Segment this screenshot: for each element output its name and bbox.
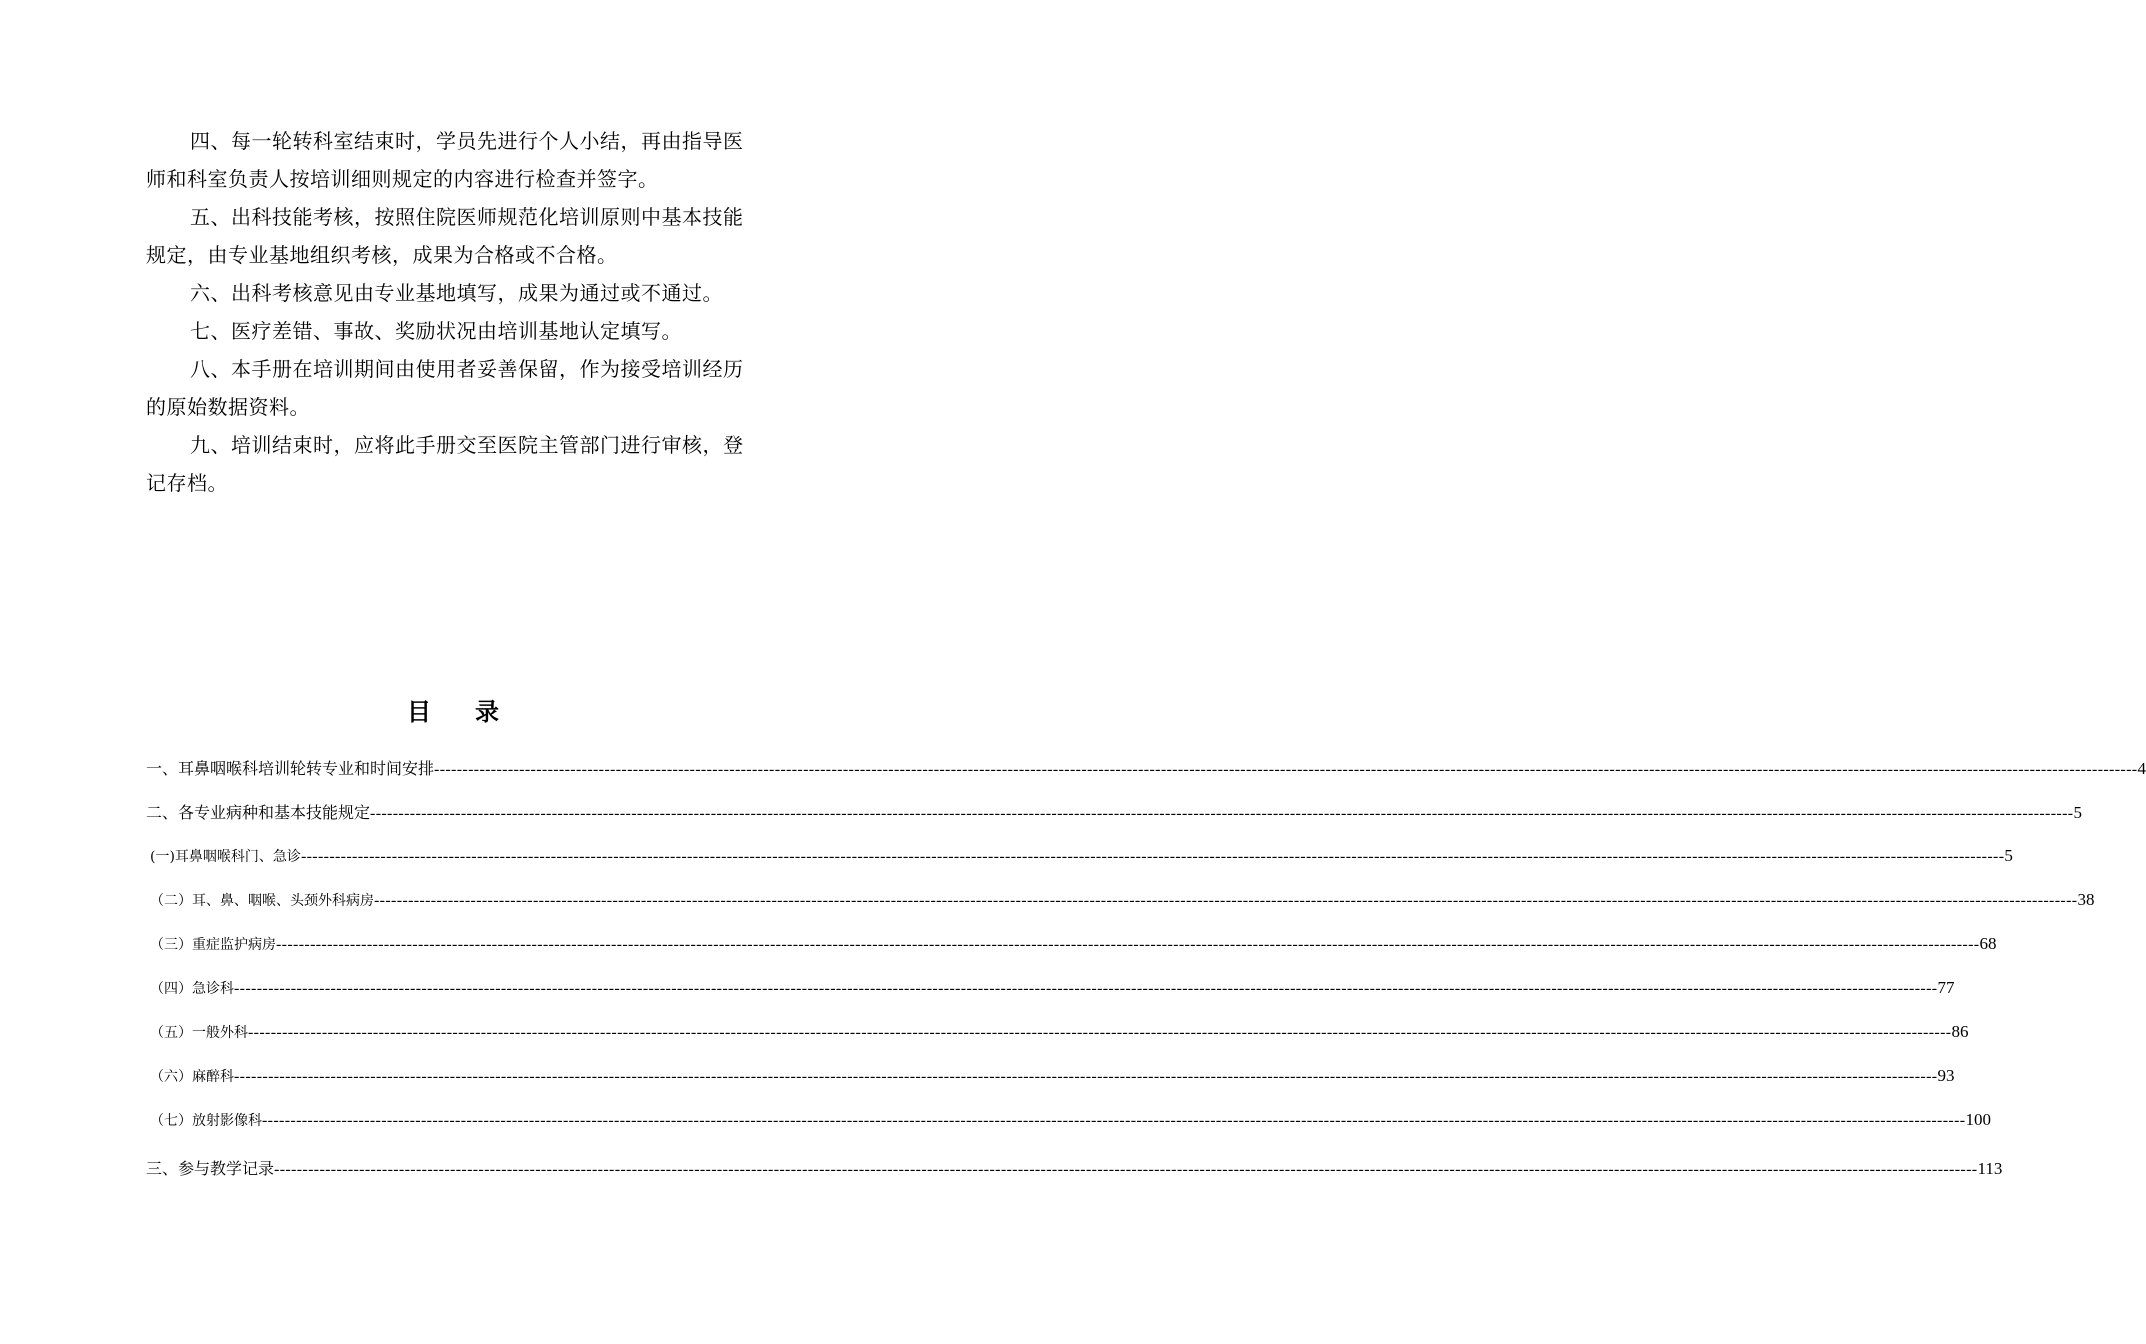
- toc-entry[interactable]: [150, 978, 1955, 1002]
- paragraph-continuation: 记存档。: [146, 471, 228, 495]
- toc-leader: ------------------------------------------------------------------------------------------------------------------------------------------------------------------------------------------------------------------------------------------------------------------------------------------------------------: [234, 1068, 1938, 1085]
- toc-page-number: 68: [1979, 934, 1997, 953]
- toc-entry-label: (一)耳鼻咽喉科门、急诊: [150, 849, 301, 865]
- toc-page-number: 100: [1965, 1110, 1991, 1129]
- toc-entry-label: （五）一般外科: [150, 1025, 248, 1041]
- toc-title: 目录: [407, 698, 543, 726]
- toc-page-number: 86: [1951, 1022, 1969, 1041]
- toc-leader: ------------------------------------------------------------------------------------------------------------------------------------------------------------------------------------------------------------------------------------------------------------------------------------------------------------: [370, 805, 2074, 822]
- instruction-paragraph: [146, 198, 796, 274]
- toc-entry[interactable]: [146, 1156, 2003, 1180]
- toc-entry-label: 三、参与教学记录: [146, 1159, 275, 1178]
- toc-page-number: 5: [2004, 846, 2013, 865]
- instruction-paragraph: [146, 426, 796, 502]
- toc-entry-label: 一、耳鼻咽喉科培训轮转专业和时间安排: [146, 759, 435, 778]
- toc-entry[interactable]: [150, 1022, 1969, 1046]
- toc-entry-label: （七）放射影像科: [150, 1113, 262, 1129]
- instruction-paragraph: [146, 122, 796, 198]
- toc-leader: ------------------------------------------------------------------------------------------------------------------------------------------------------------------------------------------------------------------------------------------------------------------------------------------------------------: [248, 1024, 1952, 1041]
- toc-leader: ------------------------------------------------------------------------------------------------------------------------------------------------------------------------------------------------------------------------------------------------------------------------------------------------------------: [374, 892, 2078, 909]
- toc-entry[interactable]: [150, 1110, 1991, 1134]
- toc-entry[interactable]: [146, 756, 2146, 780]
- instruction-paragraph: [146, 312, 796, 350]
- toc-page-number: 4: [2137, 759, 2146, 778]
- toc-entry-label: （三）重症监护病房: [150, 937, 276, 953]
- toc-leader: ------------------------------------------------------------------------------------------------------------------------------------------------------------------------------------------------------------------------------------------------------------------------------------------------------------: [276, 936, 1980, 953]
- paragraph-continuation: 规定，由专业基地组织考核，成果为合格或不合格。: [146, 243, 618, 267]
- toc-entry-label: 二、各专业病种和基本技能规定: [146, 803, 371, 822]
- toc-entry[interactable]: [150, 846, 2013, 870]
- toc-entry-label: （六）麻醉科: [150, 1069, 234, 1085]
- toc-entry-label: （二）耳、鼻、咽喉、头颈外科病房: [150, 893, 374, 909]
- toc-entry[interactable]: [150, 890, 2095, 914]
- instruction-paragraph: [146, 350, 796, 426]
- paragraph-first-line: 四、每一轮转科室结束时，学员先进行个人小结，再由指导医: [190, 129, 744, 153]
- paragraph-continuation: 的原始数据资料。: [146, 395, 310, 419]
- paragraph-first-line: 八、本手册在培训期间由使用者妥善保留，作为接受培训经历: [190, 357, 744, 381]
- toc-leader: ------------------------------------------------------------------------------------------------------------------------------------------------------------------------------------------------------------------------------------------------------------------------------------------------------------: [262, 1112, 1966, 1129]
- toc-entry[interactable]: [150, 934, 1997, 958]
- toc-page-number: 38: [2077, 890, 2095, 909]
- toc-page-number: 113: [1977, 1159, 2003, 1178]
- toc-page-number: 93: [1937, 1066, 1955, 1085]
- toc-page-number: 77: [1937, 978, 1955, 997]
- toc-leader: ------------------------------------------------------------------------------------------------------------------------------------------------------------------------------------------------------------------------------------------------------------------------------------------------------------: [274, 1161, 1978, 1178]
- toc-leader: ------------------------------------------------------------------------------------------------------------------------------------------------------------------------------------------------------------------------------------------------------------------------------------------------------------: [434, 761, 2138, 778]
- toc-leader: ------------------------------------------------------------------------------------------------------------------------------------------------------------------------------------------------------------------------------------------------------------------------------------------------------------: [234, 980, 1938, 997]
- paragraph-first-line: 九、培训结束时，应将此手册交至医院主管部门进行审核，登: [190, 433, 744, 457]
- toc-leader: ------------------------------------------------------------------------------------------------------------------------------------------------------------------------------------------------------------------------------------------------------------------------------------------------------------: [300, 848, 2005, 865]
- toc-entry[interactable]: [146, 800, 2082, 824]
- toc-page-number: 5: [2073, 803, 2082, 822]
- paragraph-first-line: 五、出科技能考核，按照住院医师规范化培训原则中基本技能: [190, 205, 744, 229]
- paragraph-continuation: 师和科室负责人按培训细则规定的内容进行检查并签字。: [146, 167, 659, 191]
- toc-entry[interactable]: [150, 1066, 1955, 1090]
- paragraph-first-line: 七、医疗差错、事故、奖励状况由培训基地认定填写。: [190, 319, 682, 343]
- instruction-paragraph: [146, 274, 796, 312]
- paragraph-first-line: 六、出科考核意见由专业基地填写，成果为通过或不通过。: [190, 281, 723, 305]
- toc-entry-label: （四）急诊科: [150, 981, 234, 997]
